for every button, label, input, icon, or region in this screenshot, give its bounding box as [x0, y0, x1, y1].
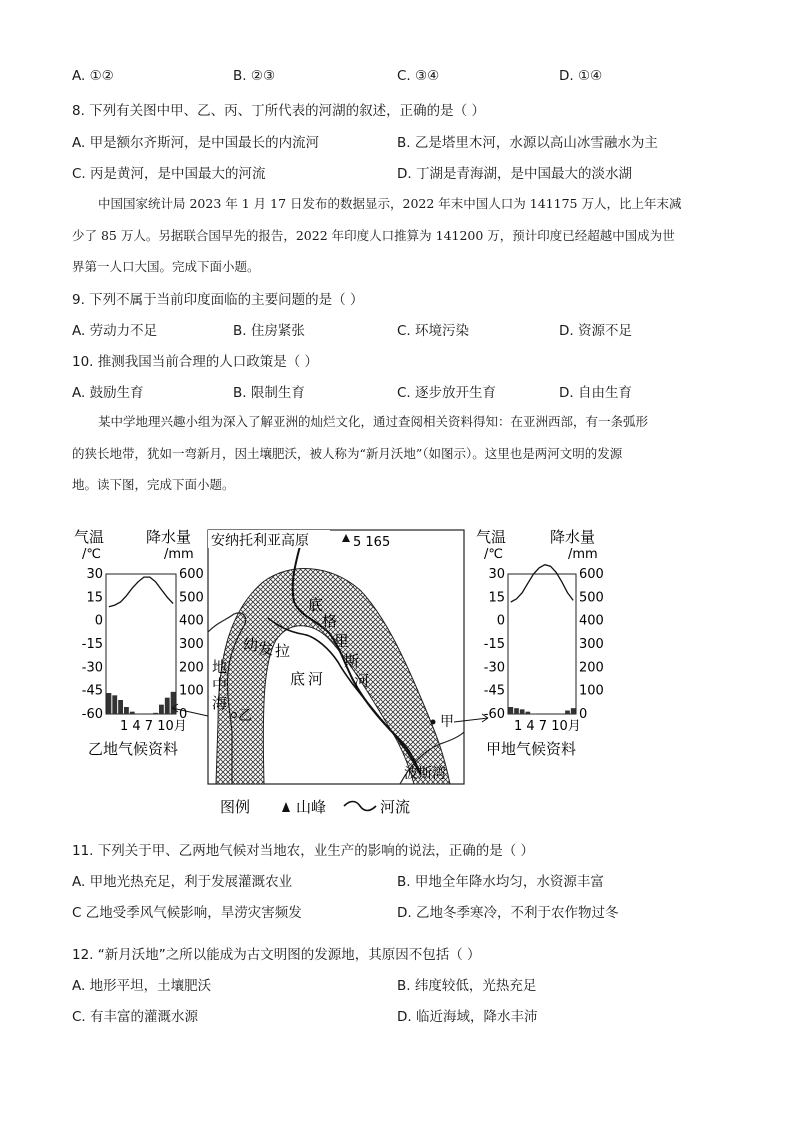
point-a-marker [431, 720, 436, 725]
left-temp-tick-label: 15 [86, 590, 103, 606]
left-precip-bar [171, 692, 176, 714]
q11-option-a: A. 甲地光热充足，利于发展灌溉农业 [72, 874, 293, 890]
right-temp-ticks [484, 567, 505, 722]
q8-option-a: A. 甲是额尔齐斯河，是中国最长的内流河 [72, 135, 320, 151]
passage1-line-1: 中国国家统计局 2023 年 1 月 17 日发布的数据显示，2022 年末中国人口为 141175 万人，比上年末减 [98, 196, 682, 211]
right-precip-bar [571, 708, 576, 714]
q8-stem: 8. 下列有关图中甲、乙、丙、丁所代表的河湖的叙述，正确的是（ ） [72, 103, 485, 119]
left-precip-bar [107, 693, 112, 714]
right-temp-unit: /℃ [484, 547, 503, 562]
peak-elevation-label: 5 165 [353, 535, 391, 550]
q12-option-b: B. 纬度较低，光热充足 [397, 978, 537, 994]
right-temp-curve [511, 565, 573, 602]
q7-option-d: D. ①④ [559, 68, 603, 84]
euphrates-label: 幼发 拉底 河 [243, 636, 324, 688]
q11-stem: 11. 下列关于甲、乙两地气候对当地农，业生产的影响的说法，正确的是（ ） [72, 843, 535, 859]
right-temp-tick-label: -15 [483, 637, 505, 652]
left-temp-tick-label: 0 [94, 613, 103, 629]
right-climate-chart [476, 528, 604, 758]
q7-option-a: A. ①② [72, 68, 114, 84]
crescent-map [172, 530, 488, 784]
left-precip-ticks [179, 567, 204, 722]
right-temp-tick-label: 0 [496, 613, 505, 629]
persian-gulf-label: 波斯湾 [404, 766, 446, 782]
left-precip-bar [130, 712, 135, 714]
left-temp-label: 气温 [74, 528, 105, 546]
left-precip-bar [124, 707, 129, 714]
q9-option-a: A. 劳动力不足 [72, 323, 158, 339]
right-precip-tick-label: 100 [579, 683, 604, 699]
right-temp-tick-label: -60 [483, 707, 505, 722]
left-climate-chart [74, 528, 204, 758]
legend-river-icon [344, 802, 376, 811]
left-precip-bar [153, 713, 158, 714]
q12-option-a: A. 地形平坦，土壤肥沃 [72, 978, 212, 994]
left-precip-bar [159, 705, 164, 714]
right-chart-caption: 甲地气候资料 [486, 740, 577, 758]
plateau-label: 安纳托利亚高原 [211, 533, 309, 549]
left-precip-bars [107, 692, 176, 714]
right-precip-bar [514, 708, 519, 714]
q8-option-b: B. 乙是塔里木河，水源以高山冰雪融水为主 [397, 135, 658, 151]
right-precip-unit: /mm [568, 547, 598, 562]
left-precip-bar [165, 698, 170, 714]
q12-stem: 12. “新月沃地”之所以能成为古文明图的发源地，其原因不包括（ ） [72, 947, 481, 963]
q9-option-c: C. 环境污染 [397, 323, 470, 339]
map-legend [220, 798, 410, 816]
right-precip-tick-label: 300 [579, 637, 604, 652]
left-temp-tick-label: -60 [81, 707, 103, 722]
q10-option-c: C. 逐步放开生育 [397, 385, 497, 401]
left-precip-bar [112, 695, 117, 714]
right-temp-tick-label: 15 [488, 590, 505, 606]
left-precip-tick-label: 200 [179, 660, 204, 676]
right-precip-bar [520, 709, 525, 714]
left-precip-unit: /mm [164, 547, 194, 562]
q10-option-d: D. 自由生育 [559, 385, 632, 401]
left-precip-tick-label: 600 [179, 567, 204, 582]
tigris-label: 底格里斯河 [308, 596, 370, 690]
right-temp-tick-label: 30 [488, 567, 505, 582]
right-precip-tick-label: 200 [579, 660, 604, 676]
left-precip-tick-label: 100 [179, 683, 204, 699]
right-precip-tick-label: 500 [579, 590, 604, 606]
right-months-label: 1 4 7 10月 [514, 719, 581, 734]
med-sea-label: 地中海 [212, 658, 228, 712]
q11-option-d: D. 乙地冬季寒冷，不利于农作物过冬 [397, 905, 619, 921]
right-temp-label: 气温 [476, 528, 507, 546]
right-precip-tick-label: 0 [579, 707, 588, 722]
left-months-label: 1 4 7 10月 [120, 719, 187, 734]
right-precip-bar [565, 711, 570, 715]
right-precip-tick-label: 600 [579, 567, 604, 582]
q9-option-b: B. 住房紧张 [233, 323, 305, 339]
left-chart-caption: 乙地气候资料 [88, 740, 179, 758]
left-temp-unit: /℃ [82, 547, 101, 562]
right-precip-ticks [579, 567, 604, 722]
left-temp-tick-label: 30 [86, 567, 103, 582]
passage1-line-3: 界第一人口大国。完成下面小题。 [72, 259, 260, 274]
arrow-to-left-chart-icon [172, 704, 208, 716]
q10-option-a: A. 鼓励生育 [72, 385, 144, 401]
left-precip-bar [118, 700, 123, 714]
left-temp-ticks [82, 567, 103, 722]
left-temp-tick-label: -15 [81, 637, 103, 652]
left-precip-tick-label: 300 [179, 637, 204, 652]
passage2-line-2: 的狭长地带，犹如一弯新月，因土壤肥沃，被人称为“新月沃地”（如图示）。这里也是两河文明的发源 [72, 446, 623, 461]
left-precip-tick-label: 400 [179, 613, 204, 629]
right-precip-label: 降水量 [550, 528, 596, 546]
left-temp-curve [109, 577, 173, 607]
right-precip-bars [509, 707, 576, 714]
left-precip-label: 降水量 [146, 528, 192, 546]
q12-option-d: D. 临近海域，降水丰沛 [397, 1009, 538, 1025]
q9-stem: 9. 下列不属于当前印度面临的主要问题的是（ ） [72, 292, 364, 308]
right-temp-tick-label: -30 [483, 660, 505, 676]
q7-option-b: B. ②③ [233, 68, 276, 84]
figure-svg [68, 522, 628, 822]
left-precip-tick-label: 500 [179, 590, 204, 606]
right-temp-tick-label: -45 [483, 683, 505, 699]
point-a-label: 甲 [440, 714, 454, 730]
q9-option-d: D. 资源不足 [559, 323, 632, 339]
legend-river-label: 河流 [380, 798, 411, 816]
passage2-line-3: 地。读下图，完成下面小题。 [72, 477, 235, 492]
q10-option-b: B. 限制生育 [233, 385, 305, 401]
right-precip-tick-label: 400 [579, 613, 604, 629]
passage2-line-1: 某中学地理兴趣小组为深入了解亚洲的灿烂文化，通过查阅相关资料得知：在亚洲西部，有一条弧形 [98, 414, 649, 429]
legend-peak-label: 山峰 [296, 798, 327, 816]
right-plot-frame [508, 574, 576, 714]
q10-stem: 10. 推测我国当前合理的人口政策是（ ） [72, 354, 319, 370]
right-precip-bar [526, 712, 531, 714]
q11-option-b: B. 甲地全年降水均匀，水资源丰富 [397, 874, 604, 890]
q11-option-c: C 乙地受季风气候影响，旱涝灾害频发 [72, 905, 302, 921]
left-temp-tick-label: -30 [81, 660, 103, 676]
legend-peak-icon [282, 802, 290, 812]
fertile-crescent-figure [68, 522, 628, 822]
passage1-line-2: 少了 85 万人。另据联合国早先的报告，2022 年印度人口推算为 141200 万，预计印度已经超越中国成为世 [72, 228, 675, 243]
left-precip-tick-label: 0 [179, 707, 188, 722]
q7-option-c: C. ③④ [397, 68, 440, 84]
left-temp-tick-label: -45 [81, 683, 103, 699]
q12-option-c: C. 有丰富的灌溉水源 [72, 1009, 199, 1025]
right-precip-bar [509, 707, 514, 714]
legend-title: 图例 [220, 798, 251, 816]
point-b-label: 乙 [238, 708, 252, 724]
q8-option-c: C. 丙是黄河，是中国最大的河流 [72, 166, 266, 182]
q8-option-d: D. 丁湖是青海湖，是中国最大的淡水湖 [397, 166, 632, 182]
